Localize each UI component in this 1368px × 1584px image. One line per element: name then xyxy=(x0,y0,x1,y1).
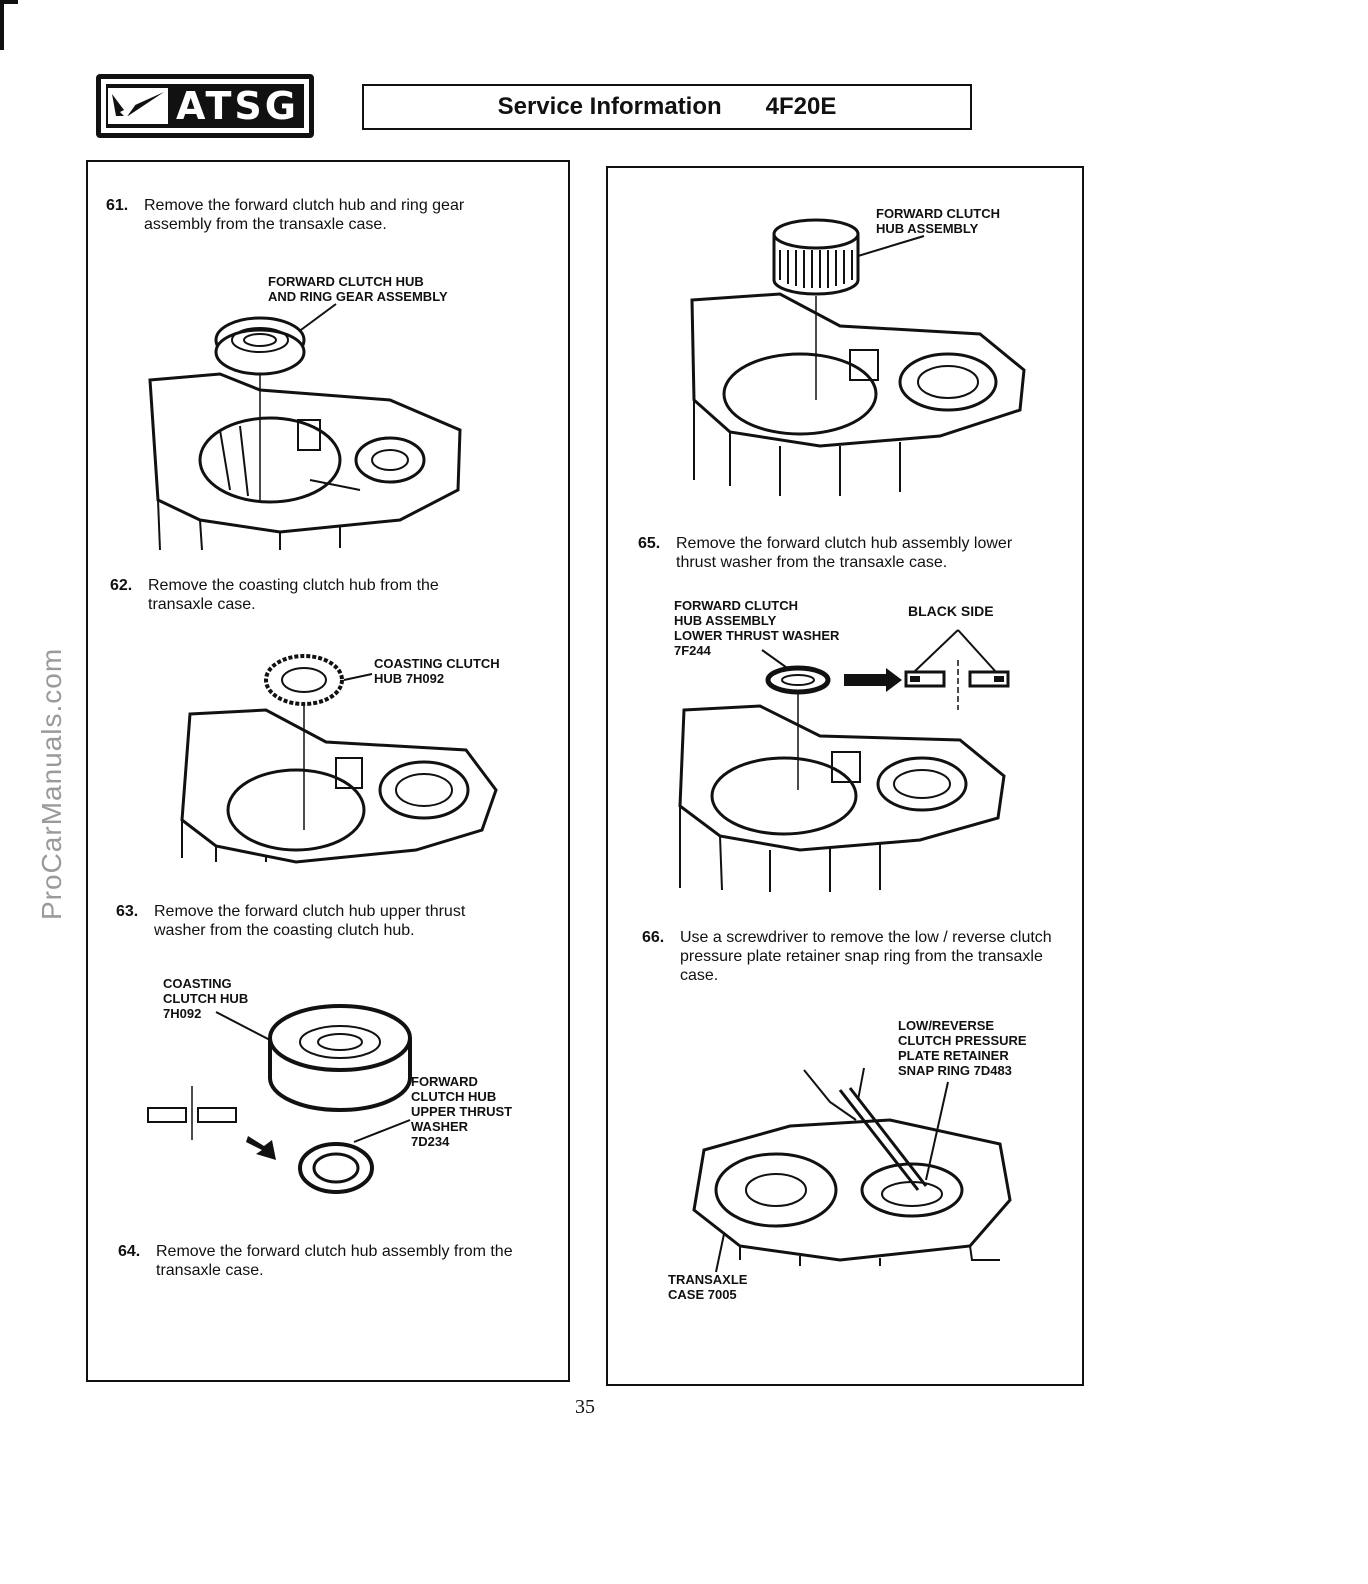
callout-transaxle-case: TRANSAXLE CASE 7005 xyxy=(668,1272,748,1302)
step-number: 66. xyxy=(642,929,665,946)
callout-lower-thrust-washer: FORWARD CLUTCH HUB ASSEMBLY LOWER THRUST WASHER 7F244 xyxy=(674,598,840,658)
step-number: 62. xyxy=(110,577,133,594)
step-number: 65. xyxy=(638,535,661,552)
figure-64-transaxle-case xyxy=(680,210,1040,500)
side-watermark: ProCarManuals.com xyxy=(36,647,67,920)
callout-coasting-clutch-hub-7h092: COASTING CLUTCH HUB 7H092 xyxy=(163,976,249,1021)
callout-coasting-clutch-hub: COASTING CLUTCH HUB 7H092 xyxy=(374,656,500,686)
header-model: 4F20E xyxy=(765,93,837,120)
callout-snap-ring: LOW/REVERSE CLUTCH PRESSURE PLATE RETAINER SNAP RING 7D483 xyxy=(898,1018,1027,1078)
step-text: Remove the forward clutch hub and ring gear assembly from the transaxle case. xyxy=(144,197,465,233)
figure-66-snap-ring-removal xyxy=(680,1060,1020,1280)
step-text: Remove the forward clutch hub upper thrust washer from the coasting clutch hub. xyxy=(154,903,466,939)
callout-upper-thrust-washer: FORWARD CLUTCH HUB UPPER THRUST WASHER 7D234 xyxy=(411,1074,513,1149)
page-number: 35 xyxy=(575,1396,595,1418)
figure-61-transaxle-case xyxy=(140,300,480,560)
step-text: Use a screwdriver to remove the low / reverse clutch pressure plate retainer snap ring from the transaxle case. xyxy=(680,929,1052,984)
atsg-logo xyxy=(96,74,314,138)
callout-forward-clutch-hub-assembly: FORWARD CLUTCH HUB ASSEMBLY xyxy=(876,206,1000,236)
jet-icon xyxy=(106,86,170,126)
callout-forward-clutch-hub-ring-gear: FORWARD CLUTCH HUB AND RING GEAR ASSEMBLY xyxy=(268,274,448,304)
step-65 xyxy=(638,534,1068,574)
callout-black-side: BLACK SIDE xyxy=(908,603,994,619)
step-66 xyxy=(642,928,1072,986)
step-number: 63. xyxy=(116,903,139,920)
figure-65-washer-and-case xyxy=(660,620,1040,900)
page-corner-mark xyxy=(0,0,18,50)
header-title: Service Information xyxy=(497,93,722,120)
step-64 xyxy=(118,1242,558,1282)
step-text: Remove the coasting clutch hub from the transaxle case. xyxy=(148,577,439,613)
step-61 xyxy=(106,196,556,236)
logo-text: ATSG xyxy=(176,84,299,128)
figure-62-transaxle-case xyxy=(176,650,506,865)
step-63 xyxy=(116,902,556,942)
figure-63-hub-and-washer xyxy=(140,1000,420,1200)
step-number: 61. xyxy=(106,197,129,214)
step-text: Remove the forward clutch hub assembly lower thrust washer from the transaxle case. xyxy=(676,535,1013,571)
step-number: 64. xyxy=(118,1243,141,1260)
header-title-box xyxy=(362,84,972,130)
step-62 xyxy=(110,576,550,616)
step-text: Remove the forward clutch hub assembly from the transaxle case. xyxy=(156,1243,513,1279)
